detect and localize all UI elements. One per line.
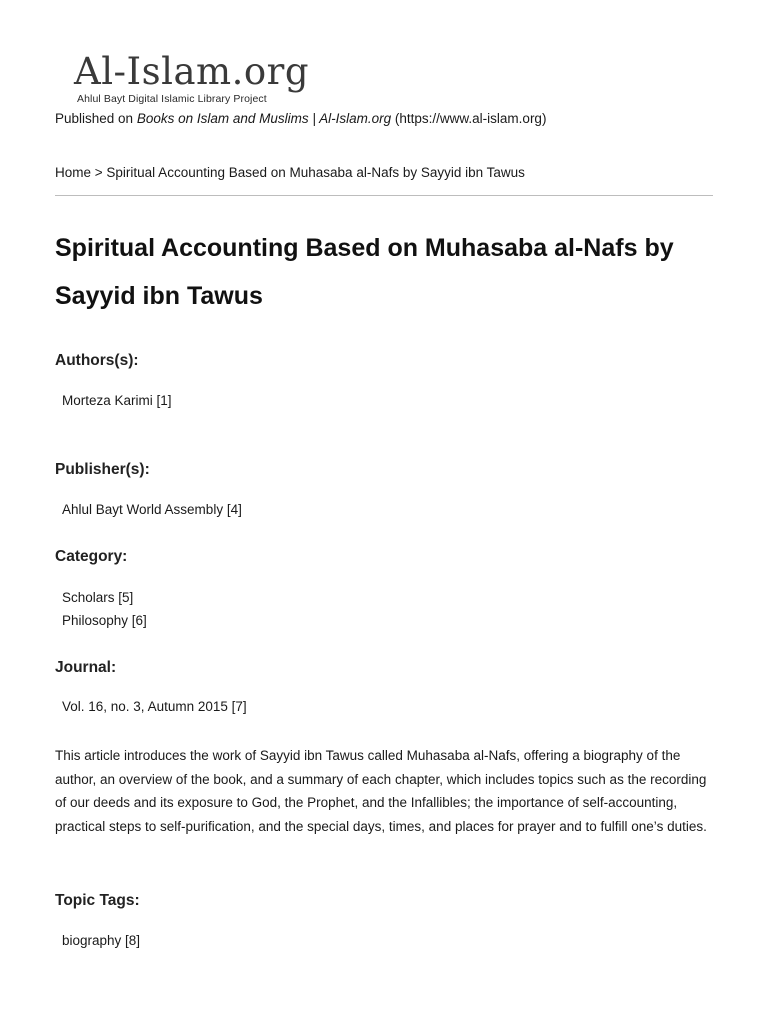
page-title: Spiritual Accounting Based on Muhasaba al-Nafs by Sayyid ibn Tawus bbox=[55, 234, 674, 310]
breadcrumb-separator: > bbox=[91, 165, 107, 180]
category-link-scholars[interactable]: Scholars [5] bbox=[62, 590, 134, 605]
category-list bbox=[62, 586, 147, 632]
journal-label: Journal: bbox=[55, 659, 117, 676]
authors-label: Authors(s): bbox=[55, 352, 139, 369]
topic-tags-label: Topic Tags: bbox=[55, 892, 140, 909]
publishers-list bbox=[62, 498, 242, 521]
breadcrumb-home[interactable]: Home bbox=[55, 165, 92, 180]
published-prefix: Published on bbox=[55, 111, 137, 126]
topic-tag-link[interactable]: biography [8] bbox=[62, 933, 141, 948]
publishers-label: Publisher(s): bbox=[55, 461, 150, 478]
header-divider bbox=[55, 195, 713, 196]
breadcrumb-current: Spiritual Accounting Based on Muhasaba al-Nafs by Sayyid ibn Tawus bbox=[106, 165, 525, 180]
journal-list bbox=[62, 695, 247, 718]
author-link[interactable]: Morteza Karimi [1] bbox=[62, 393, 172, 408]
category-label: Category: bbox=[55, 548, 128, 565]
published-site-name[interactable]: Books on Islam and Muslims | Al-Islam.org bbox=[136, 111, 392, 126]
topic-tags-list bbox=[62, 929, 140, 952]
category-link-philosophy[interactable]: Philosophy [6] bbox=[62, 613, 147, 628]
logo-tagline: Ahlul Bayt Digital Islamic Library Project bbox=[77, 93, 267, 105]
site-logo[interactable] bbox=[74, 52, 314, 104]
journal-link[interactable]: Vol. 16, no. 3, Autumn 2015 [7] bbox=[62, 699, 247, 714]
publisher-link[interactable]: Ahlul Bayt World Assembly [4] bbox=[62, 502, 242, 517]
breadcrumb bbox=[55, 165, 525, 180]
logo-wordmark: Al-Islam.org bbox=[74, 50, 310, 93]
published-on-line bbox=[55, 111, 546, 126]
authors-list bbox=[62, 389, 172, 412]
article-abstract: This article introduces the work of Sayyid ibn Tawus called Muhasaba al-Nafs, offering a biography of the author, an overview of the book, and a summary of each chapter, which includes topics such as the recording of our deeds and its exposure to God, the Prophet, and the Infallibles; the importance of self-accounting, practical steps to self-purification, and the special days, times, and places for prayer and to fulfill one’s duties. bbox=[55, 748, 707, 834]
published-url: (https://www.al-islam.org) bbox=[391, 111, 547, 126]
